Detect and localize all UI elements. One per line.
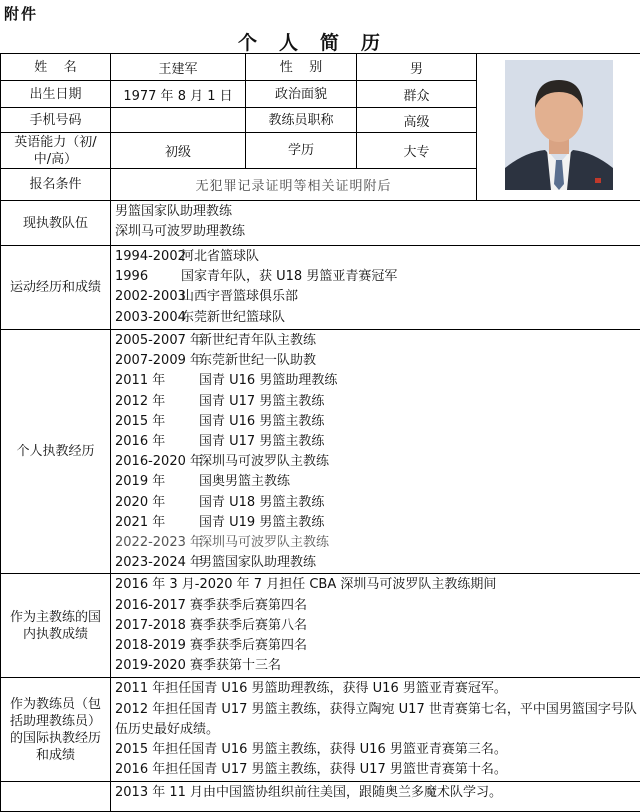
requirement-label: 报名条件 [1,169,111,201]
coach-title-value: 高级 [357,108,477,133]
list-item: 2007-2009 年东莞新世纪一队助教 [115,351,640,371]
phone-label: 手机号码 [1,108,111,133]
study-label [1,782,111,812]
requirement-note: 无犯罪记录证明等相关证明附后 [111,169,477,201]
list-item: 2018-2019 赛季获季后赛第四名 [115,636,640,656]
list-item: 2016 年担任国青 U17 男篮主教练，获得 U17 男篮世青赛第十名。 [115,760,640,780]
list-item: 2016-2020 年深圳马可波罗队主教练 [115,452,640,472]
resume-table [0,53,640,812]
political-label: 政治面貌 [246,81,357,108]
sports-career-label: 运动经历和成绩 [1,246,111,330]
domestic-label: 作为主教练的国内执教成绩 [1,574,111,678]
list-item: 2016-2017 赛季获季后赛第四名 [115,596,640,616]
list-item: 2016 年 国青 U17 男篮主教练 [115,432,640,452]
list-item: 2011 年 国青 U16 男篮助理教练 [115,371,640,391]
attachment-label: 附件 [4,3,38,24]
international-label: 作为教练员（包括助理教练员）的国际执教经历和成绩 [1,678,111,782]
dob-value: 1977 年 8 月 1 日 [111,81,246,108]
education-label: 学历 [246,133,357,169]
list-item: 2013 年 11 月由中国篮协组织前往美国，跟随奥兰多魔术队学习。 [115,783,640,803]
english-value: 初级 [111,133,246,169]
current-team-list [111,201,640,246]
list-item: 深圳马可波罗助理教练 [115,222,640,242]
page-title: 个人简历 [0,28,640,55]
political-value: 群众 [357,81,477,108]
coaching-label: 个人执教经历 [1,330,111,574]
domestic-list [111,574,640,678]
name-label: 姓 名 [1,54,111,81]
international-list [111,678,640,782]
education-value: 大专 [357,133,477,169]
list-item: 2020 年 国青 U18 男篮主教练 [115,493,640,513]
coaching-list [111,330,640,574]
list-item: 男篮国家队助理教练 [115,202,640,222]
english-label: 英语能力（初/中/高） [1,133,111,169]
gender-value: 男 [357,54,477,81]
list-item: 2012 年 国青 U17 男篮主教练 [115,392,640,412]
list-item: 2015 年担任国青 U16 男篮主教练，获得 U16 男篮亚青赛第三名。 [115,740,640,760]
list-item: 1996 国家青年队，获 U18 男篮亚青赛冠军 [115,267,640,287]
list-item: 2019 年 国奥男篮主教练 [115,472,640,492]
list-item: 1994-2002河北省篮球队 [115,247,640,267]
dob-label: 出生日期 [1,81,111,108]
list-item: 2005-2007 年新世纪青年队主教练 [115,331,640,351]
list-item: 2023-2024 年男篮国家队助理教练 [115,553,640,573]
photo-cell [477,54,640,201]
coach-title-label: 教练员职称 [246,108,357,133]
list-item: 2012 年担任国青 U17 男篮主教练，获得立陶宛 U17 世青赛第七名，平中国男篮国字号队伍历史最好成绩。 [115,700,640,740]
name-value: 王建军 [111,54,246,81]
list-item: 2017-2018 赛季获季后赛第八名 [115,616,640,636]
portrait-icon [505,60,613,190]
list-item: 2022-2023 年深圳马可波罗队主教练 [115,533,640,553]
list-item: 2002-2003山西宇晋篮球俱乐部 [115,287,640,307]
list-item: 2011 年担任国青 U16 男篮助理教练，获得 U16 男篮亚青赛冠军。 [115,679,640,699]
list-item: 2019-2020 赛季获第十三名 [115,656,640,676]
gender-label: 性 别 [246,54,357,81]
list-item: 2016 年 3 月-2020 年 7 月担任 CBA 深圳马可波罗队主教练期间 [115,575,640,595]
portrait-photo [505,60,613,190]
list-item: 2021 年 国青 U19 男篮主教练 [115,513,640,533]
study-list [111,782,640,812]
current-team-label: 现执教队伍 [1,201,111,246]
list-item: 2015 年 国青 U16 男篮主教练 [115,412,640,432]
list-item: 2003-2004东莞新世纪篮球队 [115,308,640,328]
sports-career-list [111,246,640,330]
phone-value [111,108,246,133]
